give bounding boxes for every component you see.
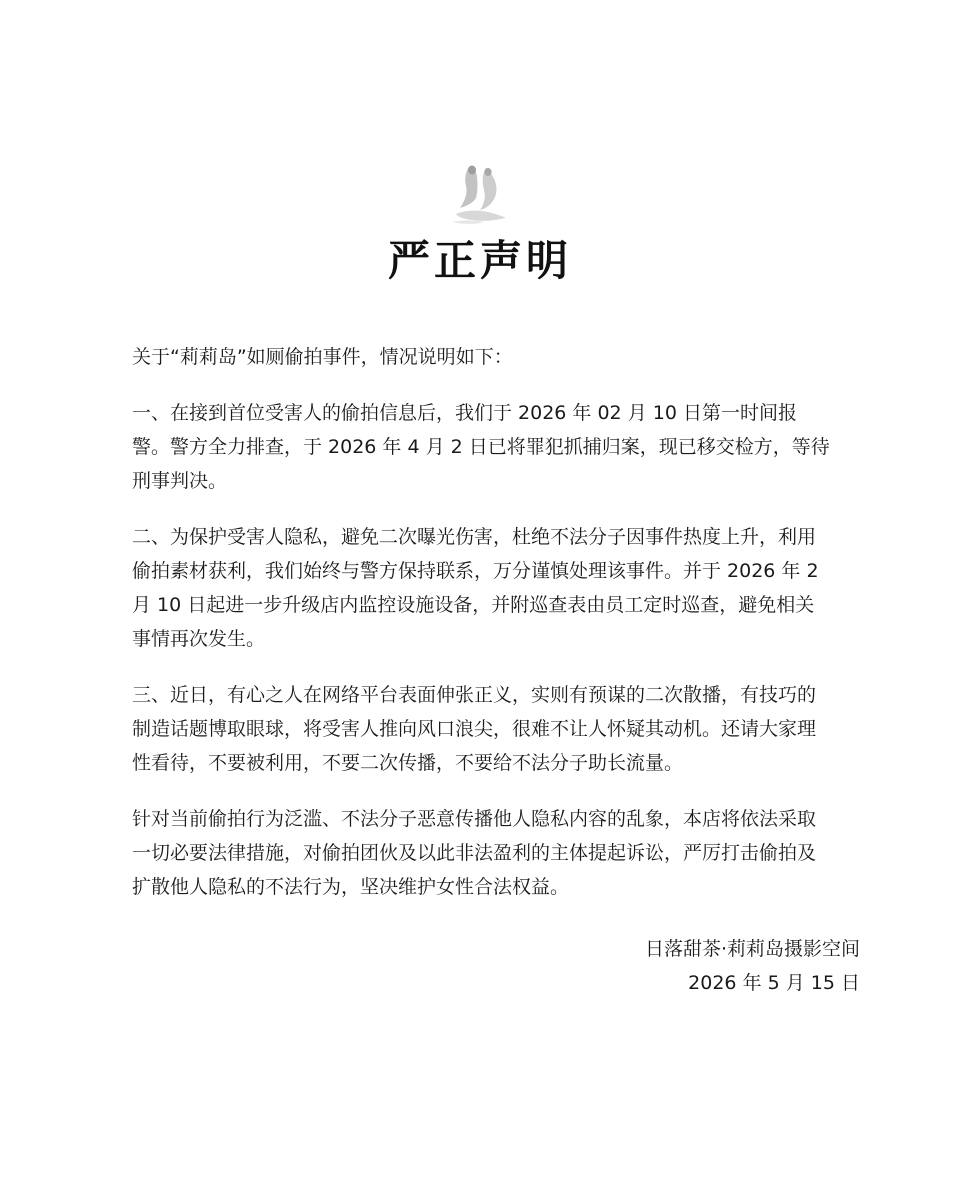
signature-organization: 日落甜茶·莉莉岛摄影空间 [644,938,860,960]
page-title: 严正声明 [387,236,572,285]
paragraph-2: 二、为保护受害人隐私，避免二次曝光伤害，杜绝不法分子因事件热度上升，利用偷拍素材获利，我们始终与警方保持联系，万分谨慎处理该事件。并于 2026 年 2 月 10 日起进一步升级店内监控设施设备，并附巡查表由员工定时巡查，避免相关事情再次发生。 [132,526,819,650]
paragraph-4: 针对当前偷拍行为泛滥、不法分子恶意传播他人隐私内容的乱象，本店将依法采取一切必要法律措施，对偷拍团伙及以此非法盈利的主体提起诉讼，严厉打击偷拍及扩散他人隐私的不法行为，坚决维护女性合法权益。 [132,808,817,898]
signature-block [645,932,860,1000]
signature-date: 2026 年 5 月 15 日 [688,972,860,994]
statement-body [132,340,832,926]
paragraph-3: 三、近日，有心之人在网络平台表面伸张正义，实则有预谋的二次散播，有技巧的制造话题博取眼球，将受害人推向风口浪尖，很难不让人怀疑其动机。还请大家理性看待，不要被利用，不要二次传播，不要给不法分子助长流量。 [132,684,817,774]
paragraph-1: 一、在接到首位受害人的偷拍信息后，我们于 2026 年 02 月 10 日第一时间报警。警方全力排查，于 2026 年 4 月 2 日已将罪犯抓捕归案，现已移交检方，等待刑事判决。 [132,402,830,492]
brand-logo-icon [448,160,512,228]
intro-paragraph: 关于“莉莉岛”如厕偷拍事件，情况说明如下： [132,346,513,368]
